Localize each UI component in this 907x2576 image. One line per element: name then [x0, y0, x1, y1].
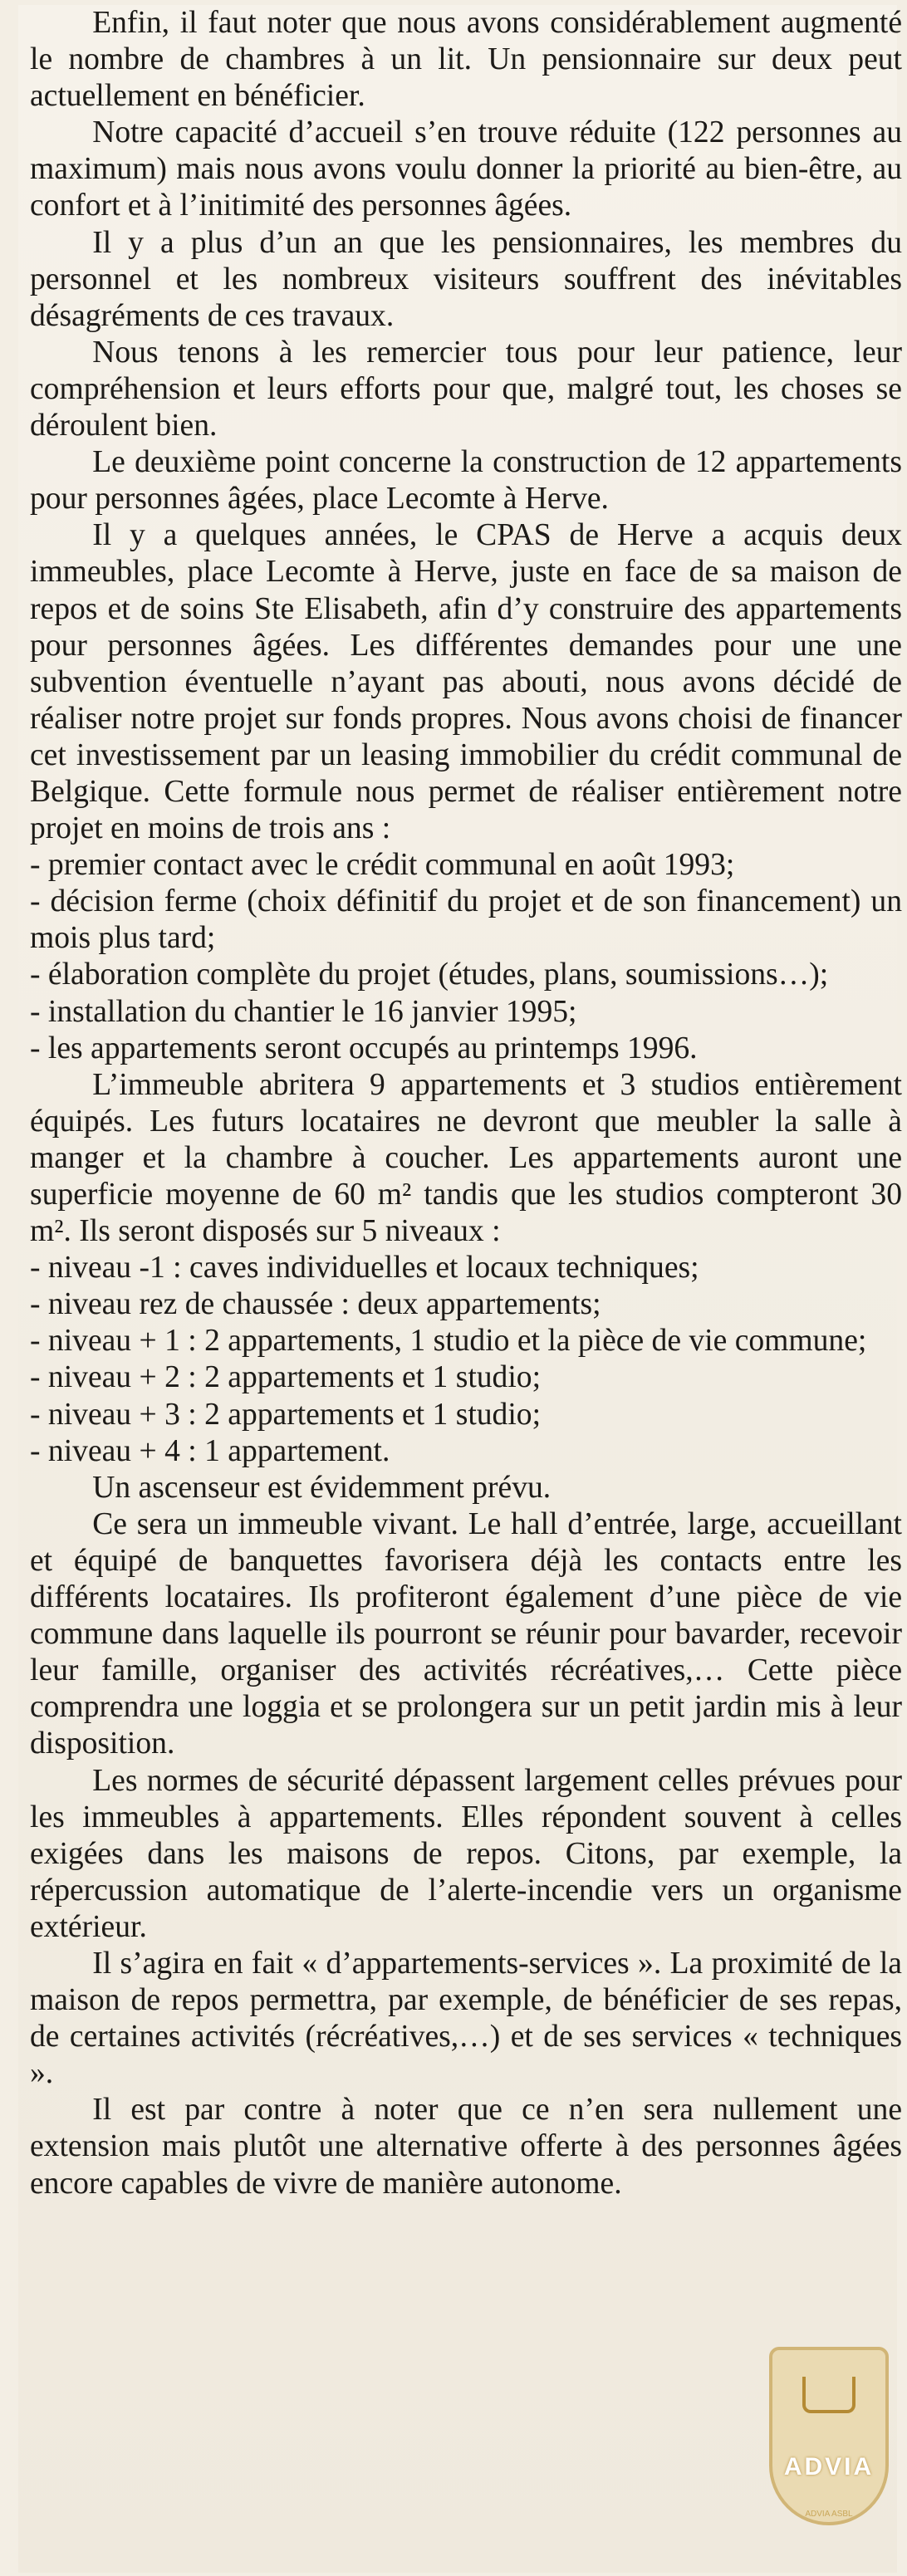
article-body [30, 5, 902, 2202]
paragraph: Les normes de sécurité dépassent largement celles prévues pour les immeubles à appartements. Elles répondent souvent à celles exigées dans les maisons de repos. Citons, par exemple, la répercussion automatique de l’alerte-incendie vers un organisme extérieur. [30, 1763, 902, 1944]
watermark-brand: ADVIA [783, 2453, 875, 2481]
list-item: - niveau rez de chaussée : deux appartements; [30, 1286, 902, 1323]
list-item: - niveau + 2 : 2 appartements et 1 studio; [30, 1359, 902, 1396]
list-item: - premier contact avec le crédit communal en août 1993; [30, 847, 902, 884]
paragraph: Le deuxième point concerne la construction de 12 appartements pour personnes âgées, place Lecomte à Herve. [30, 445, 902, 517]
list-item: - niveau + 4 : 1 appartement. [30, 1433, 902, 1470]
paragraph: Un ascenseur est évidemment prévu. [92, 1470, 552, 1505]
list-item: - installation du chantier le 16 janvier 1995; [30, 994, 902, 1031]
paragraph: L’immeuble abritera 9 appartements et 3 studios entièrement équipés. Les futurs locataires ne devront que meubler la salle à manger et la chambre à coucher. Les appartements auront une superficie moyenne de 60 m² tandis que les studios compteront 30 m². Ils seront disposés sur 5 niveaux : [30, 1067, 902, 1249]
paragraph: Ce sera un immeuble vivant. Le hall d’entrée, large, accueillant et équipé de banquettes favorisera déjà les contacts entre les différents locataires. Ils profiteront également d’une pièce de vie commune dans laquelle ils pourront se réunir pour bavarder, recevoir leur famille, organiser des activités récréatives,… Cette pièce comprendra une loggia et se prolongera sur un petit jardin mis à leur disposition. [30, 1506, 902, 1761]
paragraph: Notre capacité d’accueil s’en trouve réduite (122 personnes au maximum) mais nous avons voulu donner la priorité au bien-être, au confort et à l’initimité des personnes âgées. [30, 115, 902, 223]
paragraph: Enfin, il faut noter que nous avons considérablement augmenté le nombre de chambres à un lit. Un pensionnaire sur deux peut actuellement en bénéficier. [30, 6, 902, 114]
list-item: - niveau + 1 : 2 appartements, 1 studio et la pièce de vie commune; [30, 1323, 902, 1359]
advia-watermark-logo [757, 2347, 900, 2559]
paragraph: Il s’agira en fait « d’appartements-services ». La proximité de la maison de repos permettra, par exemple, de bénéficier de ses repas, de certaines activités (récréatives,…) et de ses services « techniques ». [30, 1946, 902, 2091]
list-item: - décision ferme (choix définitif du projet et de son financement) un mois plus tard; [30, 884, 902, 957]
list-item: - élaboration complète du projet (études, plans, soumissions…); [30, 957, 902, 993]
paragraph: Il y a quelques années, le CPAS de Herve a acquis deux immeubles, place Lecomte à Herve, juste en face de sa maison de repos et de soins Ste Elisabeth, afin d’y construire des appartements pour personnes âgées. Les différentes demandes pour une une subvention éventuelle n’ayant pas abouti, nous avons décidé de réaliser notre projet sur fonds propres. Nous avons choisi de financer cet investissement par un leasing immobilier du crédit communal de Belgique. Cette formule nous permet de réaliser entièrement notre projet en moins de trois ans : [30, 518, 902, 846]
list-item: - niveau -1 : caves individuelles et locaux techniques; [30, 1250, 902, 1286]
list-item: - les appartements seront occupés au printemps 1996. [30, 1031, 902, 1067]
paragraph: Il est par contre à noter que ce n’en sera nullement une extension mais plutôt une alternative offerte à des personnes âgées encore capables de vivre de manière autonome. [30, 2093, 902, 2201]
paragraph: Il y a plus d’un an que les pensionnaires, les membres du personnel et les nombreux visiteurs souffrent des inévitables désagréments de ces travaux. [30, 225, 902, 333]
levels-list [30, 1250, 902, 1470]
shield-icon [769, 2347, 889, 2525]
document-page [18, 5, 902, 2573]
list-item: - niveau + 3 : 2 appartements et 1 studio; [30, 1397, 902, 1433]
book-icon [802, 2377, 856, 2413]
timeline-list [30, 847, 902, 1067]
paragraph: Nous tenons à les remercier tous pour leur patience, leur compréhension et leurs efforts pour que, malgré tout, les choses se déroulent bien. [30, 335, 902, 443]
watermark-subtext: ADVIA ASBL [805, 2510, 853, 2519]
